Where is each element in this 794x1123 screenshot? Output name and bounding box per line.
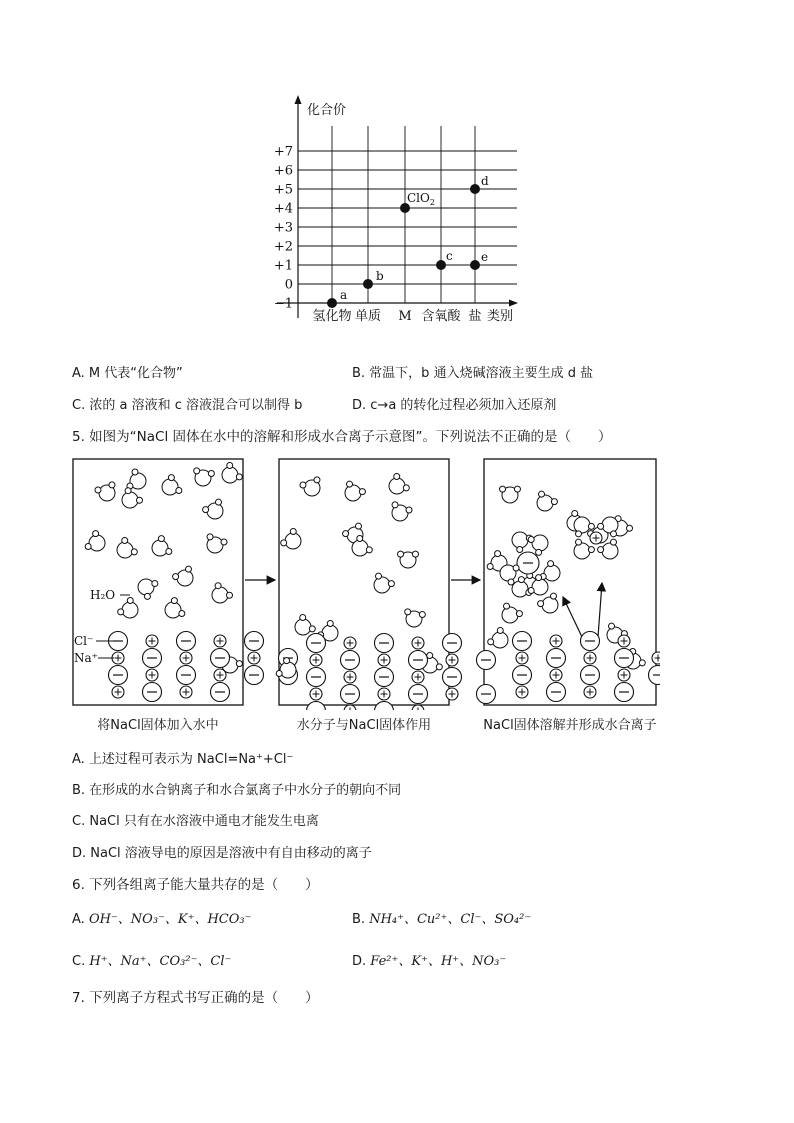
water-molecule bbox=[222, 467, 238, 483]
hydrogen-atom bbox=[598, 523, 604, 529]
hydrogen-atom bbox=[203, 507, 209, 513]
hydrogen-atom bbox=[127, 598, 133, 604]
q4-option-c: C. 浓的 a 溶液和 c 溶液混合可以制得 b bbox=[72, 398, 303, 413]
hydrogen-atom bbox=[171, 598, 177, 604]
data-point-c bbox=[436, 260, 446, 270]
y-tick-label: +3 bbox=[273, 220, 293, 236]
q6-option-d bbox=[352, 950, 506, 969]
hydrogen-atom bbox=[517, 546, 523, 552]
hydrogen-atom bbox=[152, 581, 158, 587]
water-molecule bbox=[285, 533, 301, 549]
hydrogen-atom bbox=[588, 547, 594, 553]
escape-arrow-1 bbox=[563, 597, 582, 637]
hydrogen-atom bbox=[144, 593, 150, 599]
x-category-label: 单质 bbox=[354, 309, 382, 324]
x-axis-title: 类别 bbox=[487, 309, 514, 324]
q4-option-b: B. 常温下，b 通入烧碱溶液主要生成 d 盐 bbox=[352, 366, 594, 381]
hydrogen-atom bbox=[215, 583, 221, 589]
hydrogen-atom bbox=[406, 507, 412, 513]
hydrogen-atom bbox=[500, 486, 506, 492]
hydrogen-atom bbox=[122, 538, 128, 544]
water-molecule bbox=[352, 540, 368, 556]
q6-option-b bbox=[352, 908, 531, 927]
q6-option-a-letter: A. bbox=[72, 912, 85, 927]
hydrogen-atom bbox=[419, 611, 425, 617]
q6-option-c bbox=[72, 950, 231, 969]
water-molecule bbox=[492, 632, 508, 648]
hydrogen-atom bbox=[118, 609, 124, 615]
q5-option-d: D. NaCl 溶液导电的原因是溶液中有自由移动的离子 bbox=[72, 846, 372, 861]
hydrogen-atom bbox=[516, 611, 522, 617]
q6-option-d-letter: D. bbox=[352, 954, 367, 969]
escape-arrow-2 bbox=[598, 583, 602, 637]
hydrogen-atom bbox=[398, 551, 404, 557]
panel-1 bbox=[73, 459, 243, 705]
q5-option-b: B. 在形成的水合钠离子和水合氯离子中水分子的朝向不同 bbox=[72, 783, 402, 798]
hydrogen-atom bbox=[93, 531, 99, 537]
chloride-ion bbox=[307, 702, 326, 711]
hydrogen-atom bbox=[576, 539, 582, 545]
hydrogen-atom bbox=[518, 577, 524, 583]
hydrogen-atom bbox=[392, 502, 398, 508]
hydrogen-atom bbox=[300, 615, 306, 621]
label-na: Na⁺ bbox=[74, 651, 98, 665]
hydrogen-atom bbox=[528, 537, 534, 543]
q6-option-c-ions: H⁺、Na⁺、CO₃²⁻、Cl⁻ bbox=[89, 954, 232, 969]
x-category-label: 含氧酸 bbox=[421, 309, 461, 324]
y-tick-label: +4 bbox=[273, 201, 293, 217]
data-label-c: c bbox=[446, 249, 453, 263]
hydrogen-atom bbox=[309, 626, 315, 632]
water-molecule bbox=[177, 570, 193, 586]
hydrogen-atom bbox=[166, 548, 172, 554]
q4-option-d: D. c→a 的转化过程必须加入还原剂 bbox=[352, 398, 557, 413]
water-molecule bbox=[165, 602, 181, 618]
hydrogen-atom bbox=[610, 531, 616, 537]
hydrogen-atom bbox=[436, 664, 442, 670]
y-tick-label: +1 bbox=[273, 258, 293, 274]
water-molecule bbox=[574, 543, 590, 559]
q5-option-a: A. 上述过程可表示为 NaCl=Na⁺+Cl⁻ bbox=[72, 752, 294, 767]
hydrogen-atom bbox=[236, 474, 242, 480]
water-molecule bbox=[117, 542, 133, 558]
water-molecule bbox=[122, 492, 138, 508]
hydrogen-atom bbox=[487, 563, 493, 569]
hydrogen-atom bbox=[495, 551, 501, 557]
hydrogen-atom bbox=[194, 468, 200, 474]
hydrogen-atom bbox=[376, 573, 382, 579]
hydrogen-atom bbox=[185, 566, 191, 572]
q5-option-c: C. NaCl 只有在水溶液中通电才能发生电离 bbox=[72, 814, 319, 829]
q6-stem: 6. 下列各组离子能大量共存的是（ ） bbox=[72, 877, 319, 893]
y-tick-label: +7 bbox=[273, 144, 293, 160]
x-category-label: 氢化物 bbox=[312, 309, 352, 324]
hydrogen-atom bbox=[357, 536, 363, 542]
water-molecule bbox=[537, 495, 553, 511]
water-molecule bbox=[345, 485, 361, 501]
water-molecule bbox=[389, 478, 405, 494]
hydrogen-atom bbox=[208, 470, 214, 476]
hydrogen-atom bbox=[536, 549, 542, 555]
q6-option-a-ions: OH⁻、NO₃⁻、K⁺、HCO₃⁻ bbox=[88, 912, 252, 927]
hydrogen-atom bbox=[300, 482, 306, 488]
data-point-e bbox=[470, 260, 480, 270]
data-label-clo2: ClO$_2$ bbox=[407, 191, 435, 207]
hydrogen-atom bbox=[366, 547, 372, 553]
water-molecule bbox=[162, 479, 178, 495]
hydrogen-atom bbox=[215, 499, 221, 505]
hydrogen-atom bbox=[109, 482, 115, 488]
water-molecule bbox=[374, 577, 390, 593]
hydrogen-atom bbox=[221, 539, 227, 545]
hydrogen-atom bbox=[176, 487, 182, 493]
hydrogen-atom bbox=[539, 491, 545, 497]
hydrogen-atom bbox=[412, 551, 418, 557]
data-label-d: d bbox=[481, 174, 489, 188]
x-category-label: 盐 bbox=[468, 309, 482, 324]
hydrogen-atom bbox=[639, 660, 645, 666]
hydrogen-atom bbox=[343, 531, 349, 537]
hydrogen-atom bbox=[626, 525, 632, 531]
hydrogen-atom bbox=[488, 639, 494, 645]
hydrogen-atom bbox=[236, 661, 242, 667]
data-point-a bbox=[327, 298, 337, 308]
caption-panel-1: 将NaCl固体加入水中 bbox=[97, 718, 219, 733]
hydrogen-atom bbox=[347, 481, 353, 487]
hydrogen-atom bbox=[95, 487, 101, 493]
hydrogen-atom bbox=[576, 531, 582, 537]
hydrogen-atom bbox=[513, 565, 519, 571]
q5-stem: 5. 如图为“NaCl 固体在水中的溶解和形成水合离子示意图”。下列说法不正确的是（ ） bbox=[72, 429, 612, 445]
water-molecule bbox=[602, 543, 618, 559]
hydrogen-atom bbox=[179, 610, 185, 616]
hydrogen-atom bbox=[359, 489, 365, 495]
hydrogen-atom bbox=[550, 593, 556, 599]
water-molecule bbox=[512, 532, 528, 548]
hydrogen-atom bbox=[403, 485, 409, 491]
water-molecule bbox=[502, 607, 518, 623]
label-cl: Cl⁻ bbox=[74, 634, 94, 648]
water-molecule bbox=[152, 540, 168, 556]
y-tick-label: −1 bbox=[273, 296, 293, 312]
hydrogen-atom bbox=[548, 561, 554, 567]
hydrogen-atom bbox=[131, 549, 137, 555]
water-molecule bbox=[602, 517, 618, 533]
data-label-a: a bbox=[340, 288, 348, 302]
water-molecule bbox=[138, 579, 154, 595]
hydrogen-atom bbox=[290, 529, 296, 535]
caption-panel-3: NaCl固体溶解并形成水合离子 bbox=[483, 718, 657, 733]
water-molecule bbox=[295, 619, 311, 635]
hydrogen-atom bbox=[125, 488, 131, 494]
y-tick-label: 0 bbox=[284, 277, 293, 293]
water-molecule bbox=[89, 535, 105, 551]
hydrogen-atom bbox=[504, 603, 510, 609]
hydrogen-atom bbox=[327, 621, 333, 627]
hydrogen-atom bbox=[173, 574, 179, 580]
hydrogen-atom bbox=[168, 475, 174, 481]
water-molecule bbox=[532, 535, 548, 551]
caption-panel-2: 水分子与NaCl固体作用 bbox=[296, 718, 432, 733]
data-label-e: e bbox=[481, 250, 489, 264]
hydrogen-atom bbox=[497, 628, 503, 634]
hydrogen-atom bbox=[528, 587, 534, 593]
hydrogen-atom bbox=[132, 469, 138, 475]
hydrogen-atom bbox=[281, 540, 287, 546]
hydrogen-atom bbox=[536, 575, 542, 581]
hydrogen-atom bbox=[284, 658, 290, 664]
hydrogen-atom bbox=[572, 511, 578, 517]
y-axis-title: 化合价 bbox=[307, 103, 347, 118]
q7-stem: 7. 下列离子方程式书写正确的是（ ） bbox=[72, 990, 319, 1006]
y-tick-label: +6 bbox=[273, 163, 293, 179]
q6-option-b-ions: NH₄⁺、Cu²⁺、Cl⁻、SO₄²⁻ bbox=[369, 912, 532, 927]
hydrogen-atom bbox=[609, 623, 615, 629]
hydrogen-atom bbox=[355, 523, 361, 529]
hydrogen-atom bbox=[136, 497, 142, 503]
hydrogen-atom bbox=[226, 592, 232, 598]
water-molecule bbox=[574, 517, 590, 533]
nacl-dissolution-diagram bbox=[70, 455, 660, 710]
chloride-ion bbox=[375, 702, 394, 711]
hydrogen-atom bbox=[598, 547, 604, 553]
water-molecule bbox=[532, 579, 548, 595]
data-point-d bbox=[470, 184, 480, 194]
hydrogen-atom bbox=[405, 609, 411, 615]
hydrogen-atom bbox=[610, 539, 616, 545]
q6-option-c-letter: C. bbox=[72, 954, 86, 969]
x-category-label: M bbox=[398, 309, 412, 324]
valence-category-chart bbox=[255, 90, 530, 325]
hydrogen-atom bbox=[207, 534, 213, 540]
hydrogen-atom bbox=[314, 477, 320, 483]
hydrogen-atom bbox=[514, 486, 520, 492]
hydrogen-atom bbox=[276, 670, 282, 676]
hydrogen-atom bbox=[388, 581, 394, 587]
q6-option-a bbox=[72, 908, 252, 927]
y-tick-label: +5 bbox=[273, 182, 293, 198]
water-molecule bbox=[207, 503, 223, 519]
q6-option-b-letter: B. bbox=[352, 912, 366, 927]
hydrogen-atom bbox=[394, 474, 400, 480]
hydrogen-atom bbox=[588, 523, 594, 529]
hydrogen-atom bbox=[227, 463, 233, 469]
hydrogen-atom bbox=[538, 601, 544, 607]
hydrogen-atom bbox=[158, 536, 164, 542]
water-molecule bbox=[280, 662, 296, 678]
water-molecule bbox=[512, 581, 528, 597]
q4-option-a: A. M 代表“化合物” bbox=[72, 366, 183, 381]
label-h2o: H₂O bbox=[90, 588, 116, 602]
water-molecule bbox=[212, 587, 228, 603]
water-molecule bbox=[122, 602, 138, 618]
water-molecule bbox=[542, 597, 558, 613]
hydrogen-atom bbox=[85, 543, 91, 549]
water-molecule bbox=[544, 565, 560, 581]
hydrogen-atom bbox=[551, 499, 557, 505]
data-label-b: b bbox=[376, 269, 384, 283]
q6-option-d-ions: Fe²⁺、K⁺、H⁺、NO₃⁻ bbox=[370, 954, 507, 969]
data-point-b bbox=[363, 279, 373, 289]
y-tick-label: +2 bbox=[273, 239, 293, 255]
